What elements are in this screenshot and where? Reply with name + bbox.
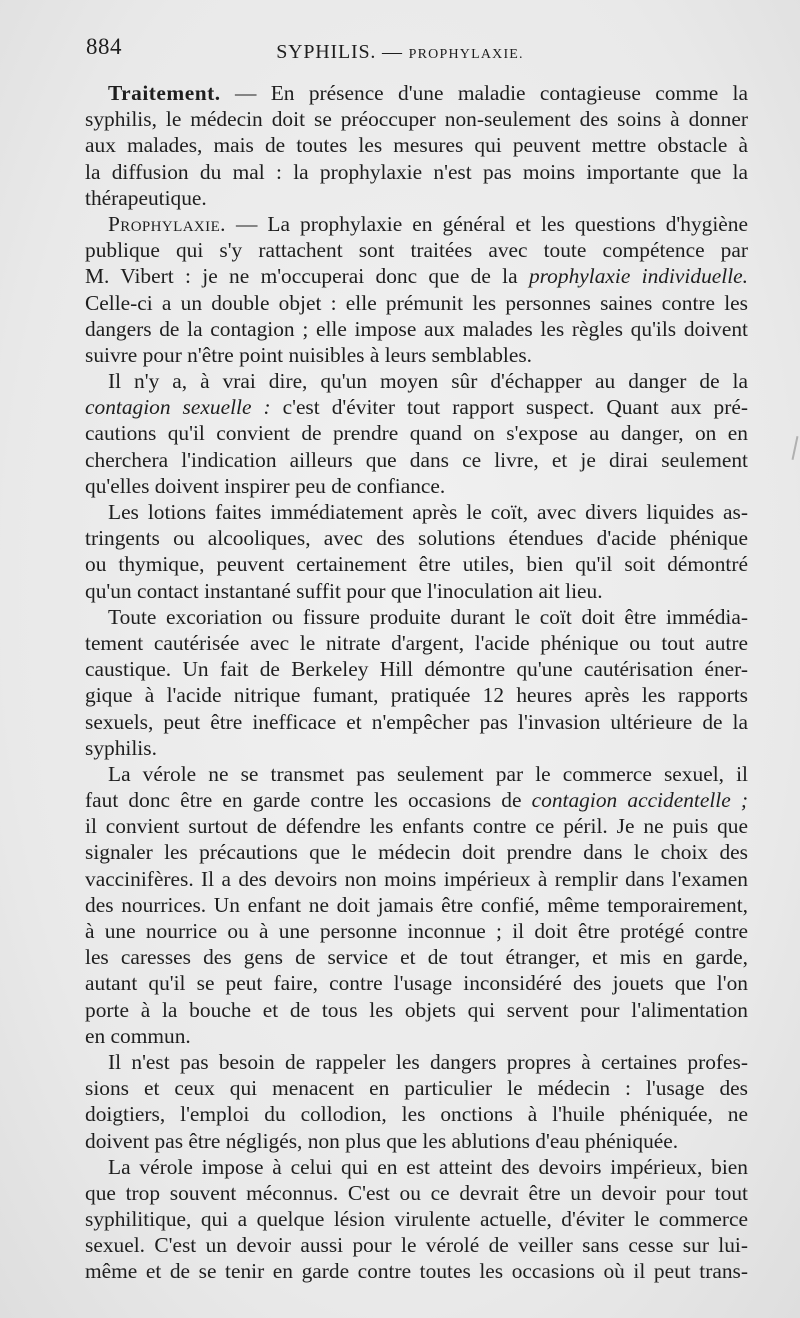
- line-fragment: contagion accidentelle ;: [531, 788, 748, 813]
- text-line: [85, 813, 748, 839]
- line-fragment: syphilis, le médecin doit se préoccuper non-seulement des soins à donner: [85, 107, 748, 132]
- page-number: 884: [86, 34, 122, 59]
- line-fragment: autant qu'il se peut faire, contre l'usage inconsidéré des jouets que l'on: [85, 971, 748, 996]
- line-fragment: faut donc être en garde contre les occasions de: [85, 788, 522, 813]
- line-fragment: cautions qu'il convient de prendre quand on s'expose au danger, on en: [85, 421, 748, 446]
- text-line: [85, 682, 748, 708]
- text-line: [85, 525, 748, 551]
- line-fragment: sions et ceux qui menacent en particulier le médecin : l'usage des: [85, 1076, 748, 1101]
- line-fragment: — En présence d'une maladie contagieuse comme la: [234, 81, 748, 105]
- line-fragment: — La prophylaxie en général et les questions d'hygiène: [235, 211, 748, 236]
- text-line: [85, 944, 748, 970]
- text-line: [85, 1232, 748, 1258]
- text-line: [85, 211, 748, 237]
- line-fragment: cherchera l'indication ailleurs que dans ce livre, et je dirai seulement: [85, 447, 748, 472]
- line-fragment: Les lotions faites immédiatement après le coït, avec divers liquides as-: [108, 500, 748, 524]
- text-line: [85, 839, 748, 865]
- line-fragment: gique à l'acide nitrique fumant, pratiquée 12 heures après les rapports: [85, 683, 748, 708]
- line-fragment: les caresses des gens de service et de tout étranger, et mis en garde,: [85, 945, 748, 970]
- line-fragment: Celle-ci a un double objet : elle prémunit les personnes saines contre les: [85, 290, 748, 315]
- text-line: [85, 735, 748, 761]
- line-fragment: sexuel. C'est un devoir aussi pour le vérolé de veiller sans cesse sur lui-: [85, 1233, 748, 1258]
- text-line: [85, 1180, 748, 1206]
- text-line: [85, 1075, 748, 1101]
- line-fragment: syphilitique, qui a quelque lésion virulente actuelle, d'éviter le commerce: [85, 1207, 748, 1232]
- line-fragment: qu'un contact instantané suffit pour que l'inoculation ait lieu.: [85, 578, 603, 603]
- line-fragment: doivent pas être négligés, non plus que les ablutions d'eau phéniquée.: [85, 1128, 679, 1153]
- text-line: [85, 970, 748, 996]
- text-line: [85, 290, 748, 316]
- text-line: [85, 787, 748, 813]
- text-line: [85, 997, 748, 1023]
- line-fragment: ou thymique, peuvent certainement être utiles, bien qu'il soit démontré: [85, 552, 748, 577]
- line-fragment: tringents ou alcooliques, avec des solutions étendues d'acide phénique: [85, 526, 748, 551]
- text-line: [85, 918, 748, 944]
- line-fragment: contagion sexuelle :: [85, 395, 271, 420]
- line-fragment: La vérole impose à celui qui en est atteint des devoirs impérieux, bien: [108, 1154, 748, 1179]
- text-line: [85, 159, 748, 185]
- text-line: [85, 342, 748, 368]
- text-line: [85, 473, 748, 499]
- line-fragment: vaccinifères. Il a des devoirs non moins impérieux à remplir dans l'examen: [85, 866, 748, 891]
- text-line: [85, 316, 748, 342]
- line-fragment: des nourrices. Un enfant ne doit jamais être confié, même temporairement,: [85, 892, 748, 917]
- text-line: [85, 185, 748, 211]
- text-line: [85, 394, 748, 420]
- text-line: [85, 237, 748, 263]
- text-line: [85, 447, 748, 473]
- text-line: [85, 1154, 748, 1180]
- running-title: [0, 41, 800, 64]
- line-fragment: Toute excoriation ou fissure produite durant le coït doit être immédia-: [108, 604, 748, 629]
- running-title-main: SYPHILIS. —: [276, 41, 403, 63]
- text-line: [85, 1023, 748, 1049]
- line-fragment: M. Vibert : je ne m'occuperai donc que de la: [85, 264, 518, 289]
- line-fragment: Il n'est pas besoin de rappeler les dangers propres à certaines profes-: [108, 1049, 748, 1074]
- line-fragment: signaler les précautions que le médecin doit prendre dans le choix des: [85, 840, 748, 865]
- body-text: [85, 80, 748, 1285]
- text-line: [85, 420, 748, 446]
- text-line: [85, 630, 748, 656]
- line-fragment: en commun.: [85, 1023, 191, 1048]
- text-line: [85, 263, 748, 289]
- text-line: [85, 578, 748, 604]
- text-line: [85, 1128, 748, 1154]
- line-fragment: porte à la bouche et de tous les objets qui servent pour l'alimentation: [85, 997, 748, 1022]
- line-fragment: même et de se tenir en garde contre toutes les occasions où il peut trans-: [85, 1259, 748, 1284]
- line-fragment: Prophylaxie.: [108, 211, 226, 236]
- line-fragment: sexuels, peut être inefficace et n'empêcher pas l'invasion ultérieure de la: [85, 709, 748, 734]
- line-fragment: La vérole ne se transmet pas seulement par le commerce sexuel, il: [108, 761, 748, 786]
- line-fragment: Traitement.: [108, 81, 221, 105]
- line-fragment: doigtiers, l'emploi du collodion, les onctions à l'huile phéniquée, ne: [85, 1102, 748, 1127]
- line-fragment: prophylaxie individuelle.: [528, 264, 748, 289]
- line-fragment: syphilis.: [85, 735, 157, 760]
- line-fragment: publique qui s'y rattachent sont traitées avec toute compétence par: [85, 238, 748, 263]
- text-line: [85, 80, 748, 106]
- line-fragment: c'est d'éviter tout rapport suspect. Quant aux pré-: [282, 395, 748, 420]
- text-line: [85, 604, 748, 630]
- text-line: [85, 368, 748, 394]
- text-line: [85, 1206, 748, 1232]
- text-line: [85, 551, 748, 577]
- text-line: [85, 866, 748, 892]
- text-line: [85, 709, 748, 735]
- text-line: [85, 132, 748, 158]
- line-fragment: aux malades, mais de toutes les mesures qui peuvent mettre obstacle à: [85, 133, 748, 158]
- line-fragment: Il n'y a, à vrai dire, qu'un moyen sûr d'échapper au danger de la: [108, 369, 748, 394]
- line-fragment: tement cautérisée avec le nitrate d'argent, l'acide phénique ou tout autre: [85, 630, 748, 655]
- text-line: [85, 1101, 748, 1127]
- line-fragment: que trop souvent méconnus. C'est ou ce devrait être un devoir pour tout: [85, 1180, 748, 1205]
- page-header: [0, 34, 800, 68]
- margin-pencil-mark: [792, 436, 799, 460]
- text-line: [85, 106, 748, 132]
- line-fragment: caustique. Un fait de Berkeley Hill démontre qu'une cautérisation éner-: [85, 657, 748, 682]
- text-line: [85, 761, 748, 787]
- running-title-sub: PROPHYLAXIE.: [408, 47, 524, 62]
- text-line: [85, 499, 748, 525]
- line-fragment: il convient surtout de défendre les enfants contre ce péril. Je ne puis que: [85, 814, 748, 839]
- line-fragment: dangers de la contagion ; elle impose aux malades les règles qu'ils doivent: [85, 316, 748, 341]
- line-fragment: thérapeutique.: [85, 185, 207, 210]
- line-fragment: suivre pour n'être point nuisibles à leurs semblables.: [85, 342, 533, 367]
- line-fragment: qu'elles doivent inspirer peu de confiance.: [85, 473, 446, 498]
- line-fragment: la diffusion du mal : la prophylaxie n'est pas moins importante que la: [85, 159, 748, 184]
- text-line: [85, 656, 748, 682]
- text-line: [85, 892, 748, 918]
- text-line: [85, 1258, 748, 1284]
- line-fragment: à une nourrice ou à une personne inconnue ; il doit être protégé contre: [85, 919, 748, 943]
- text-line: [85, 1049, 748, 1075]
